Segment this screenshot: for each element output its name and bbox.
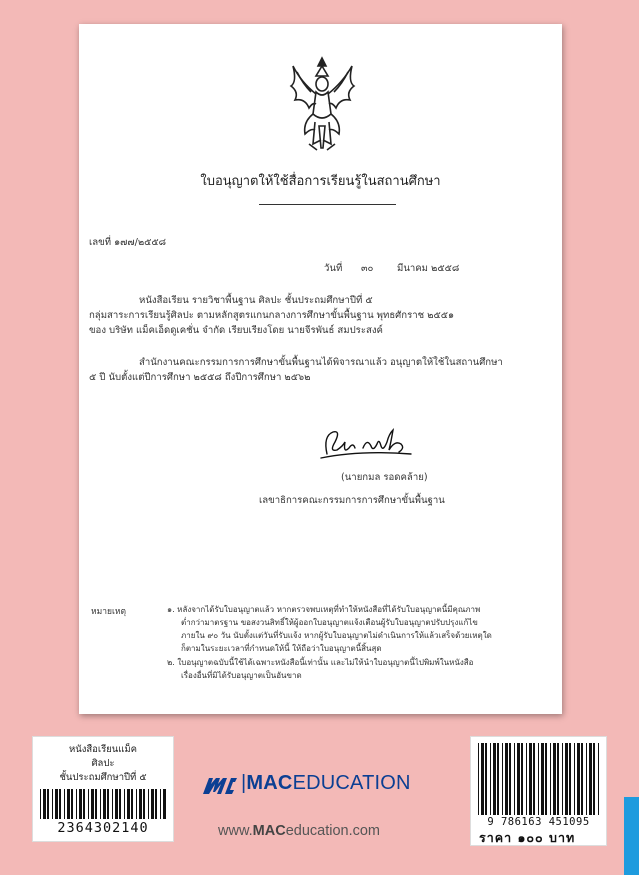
- license-document: [79, 24, 562, 714]
- book-series: หนังสือเรียนแม็ค: [68, 744, 138, 755]
- publisher-website[interactable]: www.MACeducation.com: [218, 823, 380, 839]
- publisher-name: |MACEDUCATION: [241, 772, 411, 794]
- mac-logo-icon: [203, 774, 239, 796]
- book-grade: ชั้นประถมศึกษาปีที่ ๕: [59, 772, 147, 783]
- body-line-1: หนังสือเรียน รายวิชาพื้นฐาน ศิลปะ ชั้นประถมศึกษาปีที่ ๕: [139, 295, 373, 306]
- publisher-logo: [203, 770, 453, 798]
- note-1-line-4: ก็ตามในระยะเวลาที่กำหนดให้นี้ ให้ถือว่าใบอนุญาตนี้สิ้นสุด: [181, 644, 382, 653]
- price: ราคา ๑๐๐ บาท: [479, 830, 576, 845]
- book-subject: ศิลปะ: [91, 758, 115, 769]
- note-1-line-3: ภายใน ๙๐ วัน นับตั้งแต่วันที่รับแจ้ง หากผู้รับใบอนุญาตไม่ดำเนินการให้แล้วเสร็จด้วยเหตุใด: [181, 631, 492, 640]
- note-1-line-1: ๑. หลังจากได้รับใบอนุญาตแล้ว หากตรวจพบเหตุที่ทำให้หนังสือที่ได้รับใบอนุญาตนี้มีคุณภาพ: [167, 605, 481, 614]
- date-month-year: มีนาคม ๒๕๕๘: [397, 263, 460, 274]
- garuda-emblem-icon: [285, 52, 360, 152]
- book-code: 2364302140: [57, 820, 149, 836]
- date-prefix: วันที่: [324, 263, 343, 274]
- note-1-line-2: ต่ำกว่ามาตรฐาน ขอสงวนสิทธิ์ให้ผู้ออกใบอนุญาตแจ้งเตือนผู้รับใบอนุญาตปรับปรุงแก้ไข: [181, 618, 478, 627]
- note-2-line-1: ๒. ใบอนุญาตฉบับนี้ใช้ได้เฉพาะหนังสือนี้เท่านั้น และไม่ให้นำใบอนุญาตนี้ไปพิมพ์ในหนังสือ: [167, 658, 474, 667]
- title-divider: [259, 204, 396, 205]
- spine-accent: [624, 797, 639, 875]
- license-number: เลขที่ ๑๗๗/๒๕๕๘: [89, 237, 167, 248]
- note-2-line-2: เรื่องอื่นที่มิได้รับอนุญาตเป็นอันขาด: [181, 671, 302, 680]
- body-line-5: ๕ ปี นับตั้งแต่ปีการศึกษา ๒๕๕๘ ถึงปีการศึกษา ๒๕๖๒: [89, 372, 311, 383]
- body-line-3: ของ บริษัท แม็คเอ็ดดูเคชั่น จำกัด เรียบเรียงโดย นายจีรพันธ์ สมประสงค์: [89, 325, 383, 336]
- book-label: [32, 736, 174, 842]
- signer-title: เลขาธิการคณะกรรมการการศึกษาขั้นพื้นฐาน: [259, 495, 445, 506]
- notes-label: หมายเหตุ: [91, 607, 126, 617]
- signature: [319, 424, 414, 462]
- isbn-barcode: [477, 743, 601, 815]
- date-day: ๓๐: [361, 263, 374, 274]
- isbn-number: 9 786163 451095: [487, 816, 590, 828]
- document-title: ใบอนุญาตให้ใช้สื่อการเรียนรู้ในสถานศึกษา: [200, 174, 441, 189]
- body-line-2: กลุ่มสาระการเรียนรู้ศิลปะ ตามหลักสูตรแกนกลางการศึกษาขั้นพื้นฐาน พุทธศักราช ๒๕๕๑: [89, 310, 455, 321]
- book-barcode: [39, 789, 167, 819]
- isbn-price-label: [470, 736, 607, 846]
- body-line-4: สำนักงานคณะกรรมการการศึกษาขั้นพื้นฐานได้พิจารณาแล้ว อนุญาตให้ใช้ในสถานศึกษา: [139, 357, 503, 368]
- signer-name: (นายกมล รอดคล้าย): [341, 472, 428, 483]
